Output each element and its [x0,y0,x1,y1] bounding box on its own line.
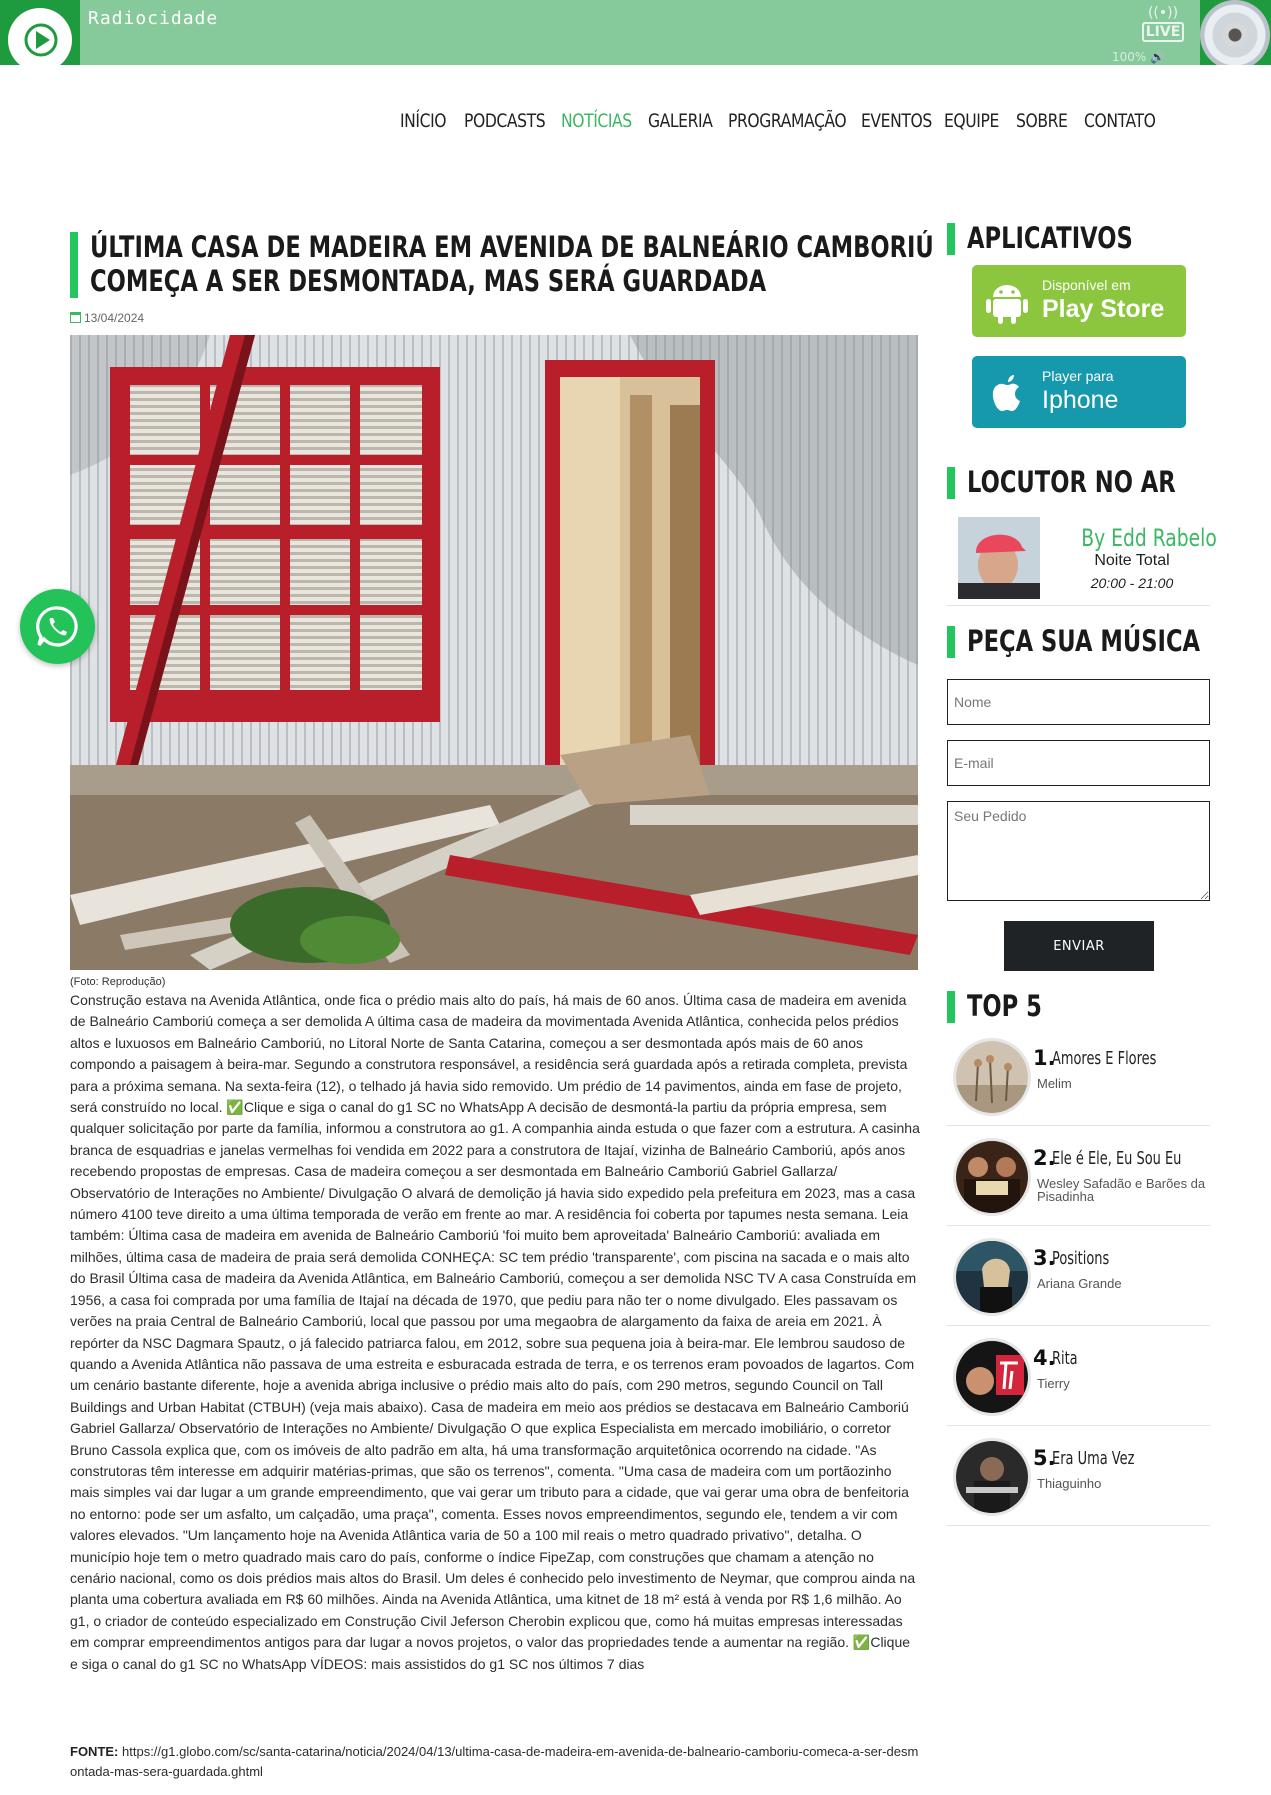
locutor-title: LOCUTOR NO AR [967,465,1176,499]
cd-cover-image [1200,0,1270,65]
rank-number: 3. [1033,1246,1056,1270]
locutor-avatar [958,517,1040,599]
iphone-button[interactable] [972,356,1186,428]
play-store-button[interactable] [972,265,1186,337]
song-title: Positions [1052,1248,1110,1269]
song-title: Amores E Flores [1052,1048,1157,1069]
artist-name: Wesley Safadão e Barões da Pisadinha [1037,1176,1206,1204]
section-accent-bar [947,991,955,1023]
article-source [70,1742,920,1782]
source-link[interactable]: https://g1.globo.com/sc/santa-catarina/noticia/2024/04/13/ultima-casa-de-madeira-em-avenida-de-balneario-camboriu-comeca-a-ser-desmontada-mas-sera-guardada.ghtml [70,1744,919,1779]
request-textarea[interactable] [947,801,1210,901]
song-title: Era Uma Vez [1052,1448,1135,1469]
album-cover [953,1138,1031,1216]
nav-item-inicio[interactable]: INÍCIO [400,110,447,132]
title-accent-bar [70,232,78,298]
iphone-small-label: Player para [1042,368,1114,384]
divider [947,1525,1210,1526]
play-icon[interactable] [8,8,72,72]
top5-item[interactable] [947,1226,1210,1326]
top5-title: TOP 5 [967,989,1042,1023]
rank-number: 2. [1033,1146,1056,1170]
whatsapp-icon [36,605,79,648]
apps-title: APLICATIVOS [967,221,1133,255]
section-accent-bar [947,467,955,499]
send-request-button[interactable]: ENVIAR [1004,921,1154,971]
photo-caption: (Foto: Reprodução) [70,976,166,988]
section-accent-bar [947,223,955,255]
volume-control[interactable] [1112,50,1165,64]
play-store-small-label: Disponível em [1042,277,1131,293]
volume-icon[interactable]: 🔊 [1150,50,1166,64]
locutor-name: By Edd Rabelo [1081,524,1217,552]
volume-level: 100% [1112,50,1147,64]
nav-item-sobre[interactable]: SOBRE [1016,110,1068,132]
live-indicator [1142,6,1184,50]
rank-number: 4. [1033,1346,1056,1370]
live-label: LIVE [1142,22,1184,42]
live-icon: ((•)) [1147,5,1179,21]
station-name: Radiocidade [88,8,219,29]
nav-item-noticias[interactable]: NOTÍCIAS [561,110,632,132]
top5-item[interactable] [947,1026,1210,1126]
name-input[interactable] [947,679,1210,725]
album-cover [953,1238,1031,1316]
divider [947,605,1210,606]
article-body: Construção estava na Avenida Atlântica, onde fica o prédio mais alto do país, há mais de 60 anos. Última casa de madeira em avenida de Balneário Camboriú começa a ser demolida A última casa de madeira da movimentada Avenida Atlântica, conhecida pelos prédios altos e luxuosos em Balneário Camboriú, no Litoral Norte de Santa Catarina, começou a ser desmontada após mais de 60 anos compondo a paisagem à beira-mar. Segundo a construtora responsável, a residência será guardada após a retirada completa, prevista para a próxima semana. Na sexta-feira (12), o telhado já havia sido removido. Um prédio de 14 pavimentos, ainda em fase de projeto, será construído no local. ✅Clique e siga o canal do g1 SC no WhatsApp A decisão de desmontá-la partiu da própria empresa, sem qualquer solicitação por parte da família, informou a construtora ao g1. A companhia ainda estuda o que fazer com a estrutura. A casinha branca de esquadrias e janelas vermelhas foi vendida em 2022 para a construtora de Itajaí, vizinha de Balneário Camboriú, após anos recebendo propostas de empresas. Casa de madeira começou a ser desmontada em Balneário Camboriú Gabriel Gallarza/ Observatório de Interações no Ambiente/ Divulgação O alvará de demolição já havia sido expedido pela prefeitura em 2023, mas a casa número 4100 teve direito a uma última temporada de verão em frente ao mar. A residência foi coberta por tapumes nesta semana. Leia também: Última casa de madeira em avenida de Balneário Camboriú 'foi muito bem aproveitada' Balneário Camboriú: avaliada em milhões, última casa de madeira de praia será demolida CONHEÇA: SC tem prédio 'transparente', com piscina na sacada e o mais alto do Brasil Última casa de madeira da Avenida Atlântica, em Balneário Camboriú, começou a ser demolida NSC TV A casa Construída em 1956, a casa foi comprada por uma família de Itajaí na década de 1970, que pediu para não ter o nome divulgado. Eles passavam os verões na praia Central de Balneário Camboriú, local que passou por uma megaobra de alargamento da faixa de areia em 2021. À repórter da NSC Dagmara Spautz, o já falecido patriarca falou, em 2012, sobre sua pequena joia à beira-mar. Ele lembrou saudoso de quando a Avenida Atlântica não passava de uma estreita e esburacada estrada de terra, e os terrenos eram povoados de lagartos. Com um cenário bastante diferente, hoje a avenida abriga inclusive o prédio mais alto do país, com 290 metros, segundo Council on Tall Buildings and Urban Habitat (CTBUH) (veja mais abaixo). Casa de madeira em meio aos prédios se destacava em Balneário Camboriú Gabriel Gallarza/ Observatório de Interações no Ambiente/ Divulgação O que explica Especialista em mercado imobiliário, o corretor Bruno Cassola explica que, com os imóveis de alto padrão em alta, há uma transformação arquitetônica ocorrendo na cidade. "As construtoras têm interesse em adquirir matérias-primas, que são os terrenos", comenta. "Uma casa de madeira com um portãozinho mais simples vai dar lugar a um grande empreendimento, que vai gerar um tributo para a cidade, que vai gerar uma obra de benfeitoria no entorno: pode ser um asfalto, um calçadão, uma praça", comenta. Esses novos empreendimentos, segundo ele, tendem a vir com valores elevados. "Um lançamento hoje na Avenida Atlântica varia de 50 a 100 mil reais o metro quadrado privativo", detalha. O município hoje tem o metro quadrado mais caro do país, conforme o índice FipeZap, com construções que chamam a atenção no cenário nacional, como os dois prédios mais altos do Brasil. Um deles é conhecido pelo investimento de Neymar, que comprou ainda na planta uma cobertura avaliada em R$ 60 milhões. Ainda na Avenida Atlântica, uma kitnet de 18 m² está à venda por R$ 1,6 milhão. Ao g1, o criador de conteúdo especializado em Construção Civil Jeferson Cherobin explicou que, como há muitas empresas interessadas em comprar empreendimentos antigos para dar lugar a novos projetos, o valor das propriedades tende a aumentar na região. ✅Clique e siga o canal do g1 SC no WhatsApp VÍDEOS: mais assistidos do g1 SC nos últimos 7 dias [70,992,920,1672]
section-accent-bar [947,626,955,658]
top5-item[interactable] [947,1126,1210,1226]
email-input[interactable] [947,740,1210,786]
locutor-show: Noite Total [1094,552,1170,569]
main-nav [0,110,1271,140]
top5-item[interactable] [947,1426,1210,1526]
album-cover [953,1038,1031,1116]
song-title: Rita [1052,1348,1078,1369]
album-cover [953,1438,1031,1516]
rank-number: 1. [1033,1046,1056,1070]
artist-name: Ariana Grande [1037,1276,1122,1291]
artist-name: Melim [1037,1076,1072,1091]
nav-item-equipe[interactable]: EQUIPE [944,110,999,132]
artist-name: Thiaguinho [1037,1476,1102,1491]
radio-player-bar [0,0,1271,65]
play-button[interactable] [0,0,80,65]
artist-name: Tierry [1037,1376,1070,1391]
article-photo [70,335,918,970]
source-label: FONTE: [70,1744,119,1759]
request-title: PEÇA SUA MÚSICA [967,624,1201,658]
nav-item-programacao[interactable]: PROGRAMAÇÃO [728,110,847,132]
play-store-big-label: Play Store [1042,295,1165,323]
date-text: 13/04/2024 [84,311,145,325]
album-cover [953,1338,1031,1416]
calendar-icon [70,312,81,323]
nav-item-contato[interactable]: CONTATO [1084,110,1156,132]
song-title: Ele é Ele, Eu Sou Eu [1052,1148,1182,1169]
apple-icon [984,370,1030,416]
whatsapp-button[interactable] [20,589,95,664]
article-date [70,311,144,325]
iphone-big-label: Iphone [1042,386,1119,414]
wooden-house-photo [70,335,918,970]
android-icon [984,279,1030,325]
locutor-time: 20:00 - 21:00 [1090,575,1174,591]
top5-item[interactable] [947,1326,1210,1426]
rank-number: 5. [1033,1446,1056,1470]
nav-item-eventos[interactable]: EVENTOS [861,110,932,132]
nav-item-galeria[interactable]: GALERIA [648,110,713,132]
article-title: ÚLTIMA CASA DE MADEIRA EM AVENIDA DE BALNEÁRIO CAMBORIÚ COMEÇA A SER DESMONTADA, MAS SERÁ GUARDADA [90,230,934,298]
now-playing-cover [1200,0,1271,65]
nav-item-podcasts[interactable]: PODCASTS [464,110,546,132]
